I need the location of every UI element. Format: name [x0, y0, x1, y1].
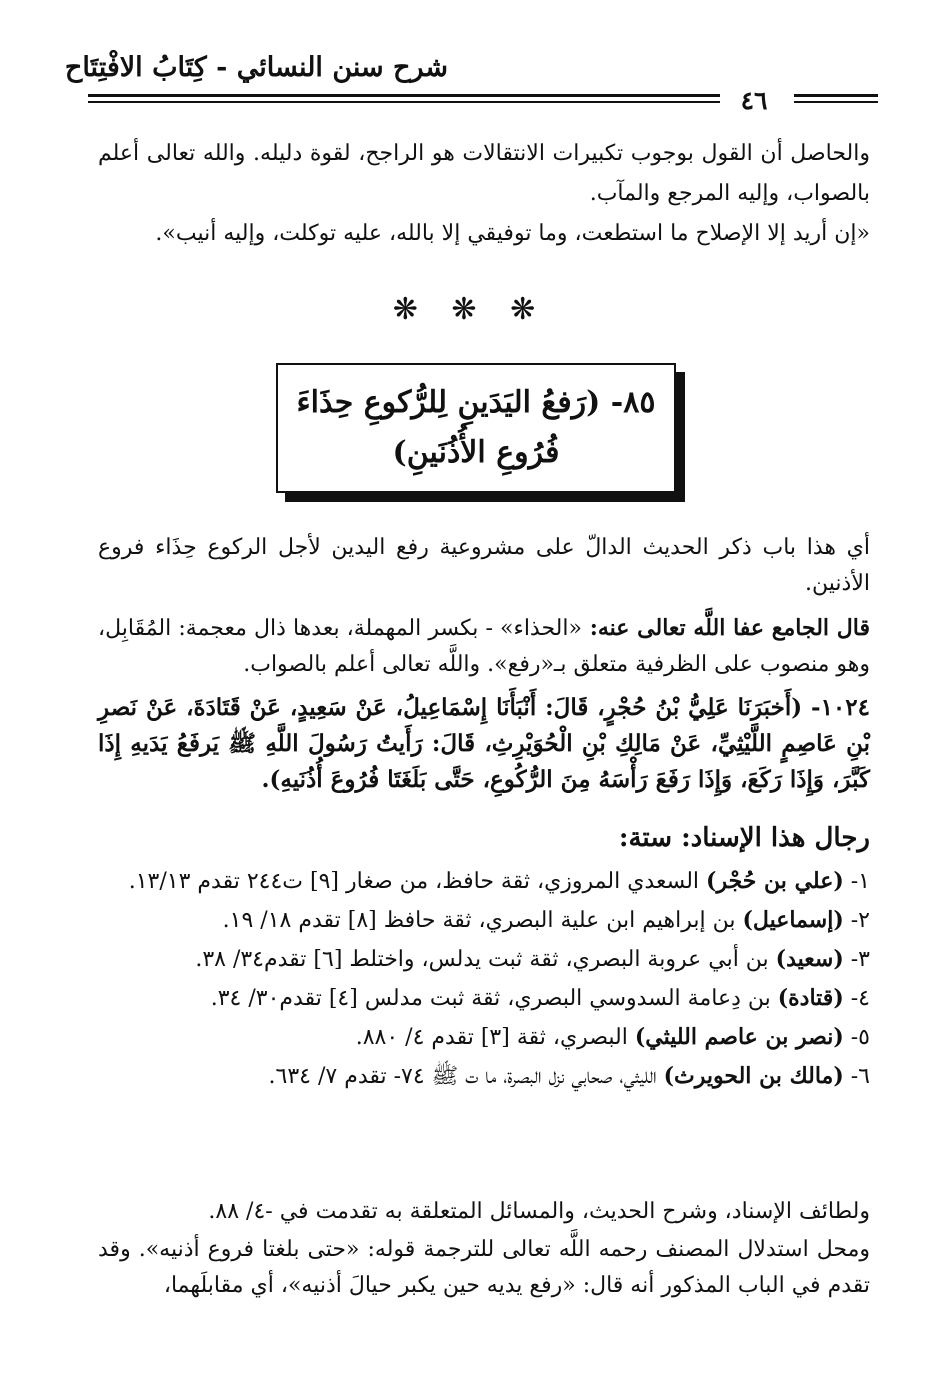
narrator-item	[98, 979, 870, 1018]
narrator-item	[98, 1057, 870, 1096]
header-rule	[794, 94, 878, 97]
narrator-item	[98, 1018, 870, 1057]
narrator-details: البصري، ثقة [٣] تقدم ٤/ ٨٨٠.	[355, 1025, 635, 1050]
narrator-number: ٢-	[843, 908, 870, 933]
hadith-text: ١٠٢٤- (أَخبَرَنَا عَلِيُّ بْنُ حُجْرٍ، قَالَ: أَنْبَأَنَا إِسْمَاعِيلُ، عَنْ سَعِيدٍ، عَنْ قَتَادَةَ، عَنْ نَصرِ بْنِ عَاصِمٍ اللَّيْثِيِّ، عَنْ مَالِكِ بْنِ الْحُوَيْرِثِ، قَالَ: رَأَيتُ رَسُولَ اللَّهِ ﷺ يَرفَعُ يَدَيهِ إِذَا كَبَّرَ، وَإِذَا رَكَعَ، وَإِذَا رَفَعَ رَأْسَهُ مِنَ الرُّكُوعِ، حَتَّى بَلَغَتَا فُرُوعَ أُذُنَيهِ).	[98, 694, 870, 793]
author-note	[98, 610, 870, 683]
narrator-number: ٣-	[843, 947, 870, 972]
intro-paragraph: والحاصل أن القول بوجوب تكبيرات الانتقالات هو الراجح، لقوة دليله. والله تعالى أعلم بالصواب، وإليه المرجع والمآب.	[98, 141, 870, 206]
narrator-details: بن إبراهيم ابن علية البصري، ثقة حافظ [٨] تقدم ١٨/ ١٩.	[222, 908, 743, 933]
header-rule	[88, 101, 720, 103]
narrator-number: ٥-	[843, 1025, 870, 1050]
narrator-item	[98, 901, 870, 940]
narrator-name: (نصر بن عاصم الليثي)	[634, 1024, 844, 1050]
narrator-name: (علي بن حُجْر)	[706, 868, 844, 894]
narrator-number: ٦-	[843, 1064, 870, 1089]
header-rule	[794, 101, 878, 103]
narrator-list	[98, 862, 870, 1096]
narrator-details: الليثي، صحابي نزل البصرة، ما ت ﷺ ٧٤- تقدم ٧/ ٦٣٤.	[268, 1064, 664, 1089]
quran-quote: «إن أريد إلا الإصلاح ما استطعت، وما توفيقي إلا بالله، عليه توكلت، وإليه أنيب».	[155, 221, 870, 246]
section-separator: ❋ ❋ ❋	[392, 292, 548, 327]
narrator-name: (سعيد)	[775, 946, 844, 972]
narrator-name: (مالك بن الحويرث)	[663, 1063, 844, 1089]
narrator-details: السعدي المروزي، ثقة حافظ، من صغار [٩] ت٢٤٤ تقدم ١٣/١٣.	[128, 869, 707, 894]
author-note-text: «الحذاء» - بكسر المهملة، بعدها ذال معجمة: المُقَابِل، وهو منصوب على الظرفية متعلق بـ«رفع». واللَّه تعالى أعلم بالصواب.	[98, 616, 870, 677]
chapter-title-line: فُرُوعِ الأُذُنَينِ)	[392, 435, 560, 470]
closing-paragraph: ولطائف الإسناد، وشرح الحديث، والمسائل المتعلقة به تقدمت في -٤/ ٨٨.	[208, 1199, 870, 1224]
narrator-name: (قتادة)	[777, 985, 844, 1011]
narrator-name: (إسماعيل)	[742, 907, 844, 933]
closing-paragraph: ومحل استدلال المصنف رحمه اللَّه تعالى للترجمة قوله: «حتى بلغتا فروع أذنيه». وقد تقدم في الباب المذكور أنه قال: «رفع يديه حين يكبر حيالَ أذنيه»، أي مقابلَهما،	[98, 1237, 870, 1298]
page-number: ٤٦	[740, 86, 768, 115]
running-title: شرح سنن النسائي - كِتَابُ الافْتِتَاح	[64, 52, 448, 83]
header-rule	[88, 94, 720, 97]
chapter-heading-box	[276, 363, 676, 493]
narrator-number: ١-	[843, 869, 870, 894]
narrator-number: ٤-	[843, 986, 870, 1011]
author-note-lead: قال الجامع عفا اللَّه تعالى عنه:	[581, 615, 870, 641]
chapter-title-line: ٨٥- (رَفعُ اليَدَينِ لِلرُّكوعِ حِذَاءَ	[296, 385, 656, 420]
isnad-heading: رجال هذا الإسناد: ستة:	[618, 823, 870, 853]
narrator-details: بن دِعامة السدوسي البصري، ثقة ثبت مدلس [٤] تقدم٣٠/ ٣٤.	[210, 986, 778, 1011]
narrator-item	[98, 862, 870, 901]
narrator-item	[98, 940, 870, 979]
chapter-explanation: أي هذا باب ذكر الحديث الدالّ على مشروعية رفع اليدين لأجل الركوع حِذَاء فروع الأذنين.	[98, 535, 870, 596]
narrator-details: بن أبي عروبة البصري، ثقة ثبت يدلس، واختلط [٦] تقدم٣٤/ ٣٨.	[195, 947, 776, 972]
